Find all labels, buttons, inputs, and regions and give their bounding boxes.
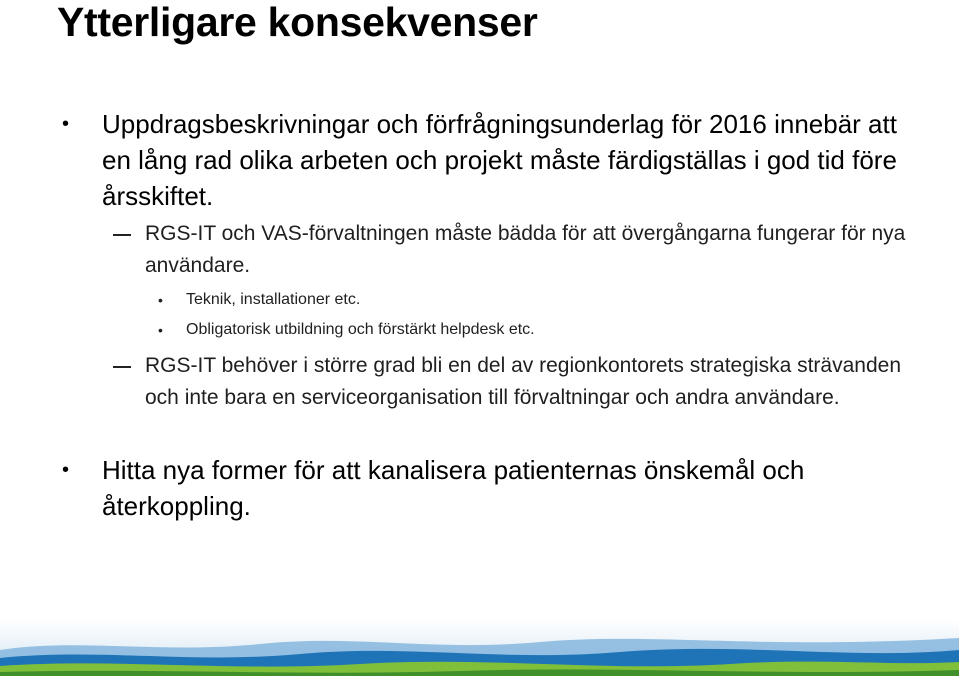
bullet-text: Uppdragsbeskrivningar och förfrågningsunderlag för 2016 innebär att en lång rad olika arbeten och projekt måste färdigställas i god tid före årsskiftet.	[102, 109, 897, 211]
bullet-dot-icon: •	[158, 292, 163, 308]
bullet-text: Teknik, installationer etc.	[186, 291, 361, 308]
bullet-dot-icon: •	[62, 459, 70, 481]
slide-title: Ytterligare konsekvenser	[57, 0, 538, 45]
dash-icon	[113, 366, 131, 368]
footer-landscape	[0, 620, 959, 676]
bullet-text: Hitta nya former för att kanalisera patienternas önskemål och återkoppling.	[102, 455, 805, 521]
bullet-dot-icon: •	[158, 322, 163, 338]
bullet-dot-icon: •	[62, 113, 70, 135]
bullet-text: RGS-IT behöver i större grad bli en del av regionkontorets strategiska strävanden och inte bara en serviceorganisation till förvaltningar och andra användare.	[145, 354, 901, 409]
bullet-text: Obligatorisk utbildning och förstärkt helpdesk etc.	[186, 321, 535, 338]
bullet-text: RGS-IT och VAS-förvaltningen måste bädda för att övergångarna fungerar för nya användare.	[145, 222, 906, 277]
dash-icon	[113, 234, 131, 236]
